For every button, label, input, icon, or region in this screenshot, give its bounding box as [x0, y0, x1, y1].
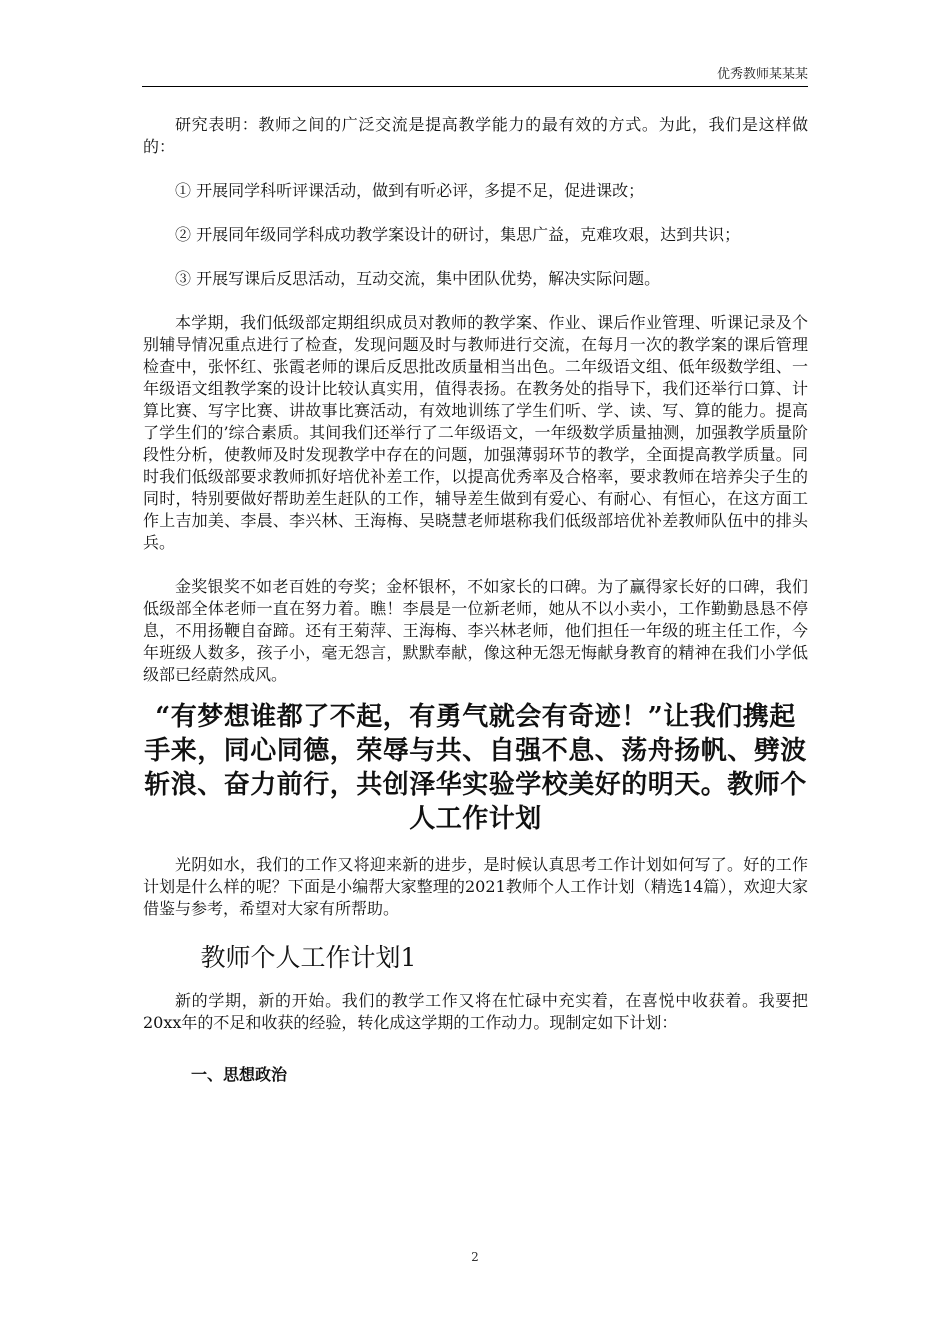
section-heading: 一、思想政治: [191, 1065, 288, 1084]
paragraph-intro: 研究表明：教师之间的广泛交流是提高教学能力的最有效的方式。为此，我们是这样做的：: [143, 115, 808, 156]
document-body: [143, 114, 808, 1085]
sub-heading: 教师个人工作计划1: [200, 943, 417, 972]
list-item: ② 开展同年级同学科成功教学案设计的研讨，集思广益，克难攻艰，达到共识；: [175, 225, 741, 244]
paragraph-gold: 金奖银奖不如老百姓的夸奖；金杯银杯，不如家长的口碑。为了赢得家长好的口碑，我们低级部全体老师一直在努力着。瞧！李晨是一位新老师，她从不以小卖小，工作勤勤恳恳不停息，不用扬鞭自奋蹄。还有王菊萍、王海梅、李兴林老师，他们担任一年级的班主任工作，今年班级人数多，孩子小，毫无怨言，默默奉献，像这种无怨无悔献身教育的精神在我们小学低级部已经蔚然成风。: [143, 577, 808, 684]
header-divider: [142, 86, 808, 87]
list-item: ① 开展同学科听评课活动，做到有听必评，多提不足，促进课改；: [175, 181, 645, 200]
paragraph-plan-intro: 新的学期，新的开始。我们的教学工作又将在忙碌中充实着，在喜悦中收获着。我要把20xx年的不足和收获的经验，转化成这学期的工作动力。现制定如下计划：: [143, 991, 808, 1032]
paragraph-semester: 本学期，我们低级部定期组织成员对教师的教学案、作业、课后作业管理、听课记录及个别辅导情况重点进行了检查，发现问题及时与教师进行交流，在每月一次的教学案的课后管理检查中，张怀红、张霞老师的课后反思批改质量相当出色。二年级语文组、低年级数学组、一年级语文组教学案的设计比较认真实用，值得表扬。在教务处的指导下，我们还举行口算、计算比赛、写字比赛、讲故事比赛活动，有效地训练了学生们听、学、读、写、算的能力。提高了学生们的’综合素质。其间我们还举行了二年级语文，一年级数学质量抽测，加强教学质量阶段性分析，使教师及时发现教学中存在的问题，加强薄弱环节的教学，全面提高教学质量。同时我们低级部要求教师抓好培优补差工作，以提高优秀率及合格率，要求教师在培养尖子生的同时，特别要做好帮助差生赶队的工作，辅导差生做到有爱心、有耐心、有恒心，在这方面工作上吉加美、李晨、李兴林、王海梅、吴晓慧老师堪称我们低级部培优补差教师队伍中的排头兵。: [143, 313, 808, 552]
list-item: ③ 开展写课后反思活动，互动交流，集中团队优势，解决实际问题。: [175, 269, 661, 288]
header-title: 优秀教师某某某: [716, 67, 808, 82]
paragraph-intro2: 光阴如水，我们的工作又将迎来新的进步，是时候认真思考工作计划如何写了。好的工作计划是什么样的呢？下面是小编帮大家整理的2021教师个人工作计划（精选14篇），欢迎大家借鉴与参考，希望对大家有所帮助。: [143, 855, 808, 918]
page-number: 2: [471, 1250, 479, 1264]
big-heading: “有梦想谁都了不起，有勇气就会有奇迹！”让我们携起手来，同心同德，荣辱与共、自强不息、荡舟扬帆、劈波斩浪、奋力前行，共创泽华实验学校美好的明天。教师个人工作计划: [144, 702, 807, 834]
